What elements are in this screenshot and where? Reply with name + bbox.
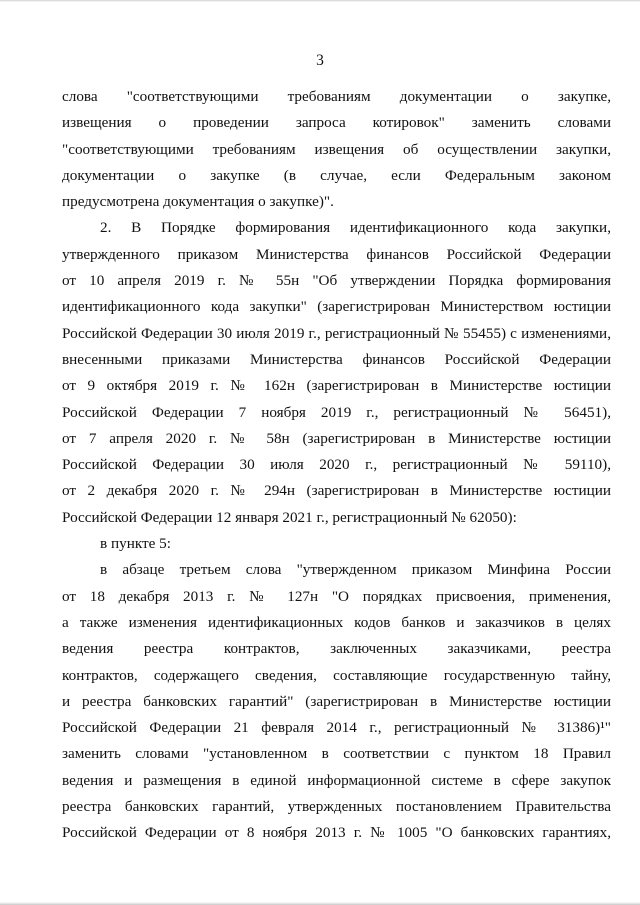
scan-edge-top <box>0 0 640 2</box>
text-line: заменить словами "установленном в соответствии с пунктом 18 Правил <box>62 745 611 763</box>
text-line: Российской Федерации 7 ноября 2019 г., регистрационный № 56451), <box>62 403 611 421</box>
page-number: 3 <box>316 52 324 69</box>
text-line: "соответствующими требованиям извещения об осуществлении закупки, <box>62 140 611 158</box>
text-line: Российской Федерации 21 февраля 2014 г., регистрационный № 31386)¹" <box>62 719 611 737</box>
text-line: от 9 октября 2019 г. № 162н (зарегистрирован в Министерстве юстиции <box>62 377 611 395</box>
text-line: от 10 апреля 2019 г. № 55н "Об утверждении Порядка формирования <box>62 272 611 290</box>
text-line: от 18 декабря 2013 г. № 127н "О порядках присвоения, применения, <box>62 587 611 605</box>
text-line: а также изменения идентификационных кодов банков и заказчиков в целях <box>62 613 611 631</box>
text-line: в абзаце третьем слова "утвержденном приказом Минфина России <box>100 561 611 579</box>
text-line: предусмотрена документация о закупке)". <box>62 193 334 211</box>
text-line: ведения реестра контрактов, заключенных заказчиками, реестра <box>62 640 611 658</box>
text-line: контрактов, содержащего сведения, составляющие государственную тайну, <box>62 666 611 684</box>
text-line: Российской Федерации 12 января 2021 г., регистрационный № 62050): <box>62 508 517 526</box>
text-line: внесенными приказами Министерства финансов Российской Федерации <box>62 350 611 368</box>
text-line: от 2 декабря 2020 г. № 294н (зарегистрирован в Министерстве юстиции <box>62 482 611 500</box>
text-line: реестра банковских гарантий, утвержденных постановлением Правительства <box>62 798 611 816</box>
text-line: в пункте 5: <box>100 535 171 553</box>
body-text <box>62 84 611 847</box>
text-line: от 7 апреля 2020 г. № 58н (зарегистрирован в Министерстве юстиции <box>62 429 611 447</box>
text-line: Российской Федерации 30 июля 2019 г., регистрационный № 55455) с изменениями, <box>62 324 611 342</box>
text-line: Российской Федерации 30 июля 2020 г., регистрационный № 59110), <box>62 456 611 474</box>
text-line: утвержденного приказом Министерства финансов Российской Федерации <box>62 245 611 263</box>
text-line: документации о закупке (в случае, если Федеральным законом <box>62 166 611 184</box>
text-line: слова "соответствующими требованиям документации о закупке, <box>62 88 611 105</box>
text-line: извещения о проведении запроса котировок" заменить словами <box>62 114 611 132</box>
text-line: Российской Федерации от 8 ноября 2013 г. № 1005 "О банковских гарантиях, <box>62 824 611 842</box>
text-line: идентификационного кода закупки" (зарегистрирован Министерством юстиции <box>62 298 611 316</box>
text-line: и реестра банковских гарантий" (зарегистрирован в Министерстве юстиции <box>62 692 611 710</box>
text-line: 2. В Порядке формирования идентификационного кода закупки, <box>100 219 611 237</box>
text-line: ведения и размещения в единой информационной системе в сфере закупок <box>62 771 611 789</box>
